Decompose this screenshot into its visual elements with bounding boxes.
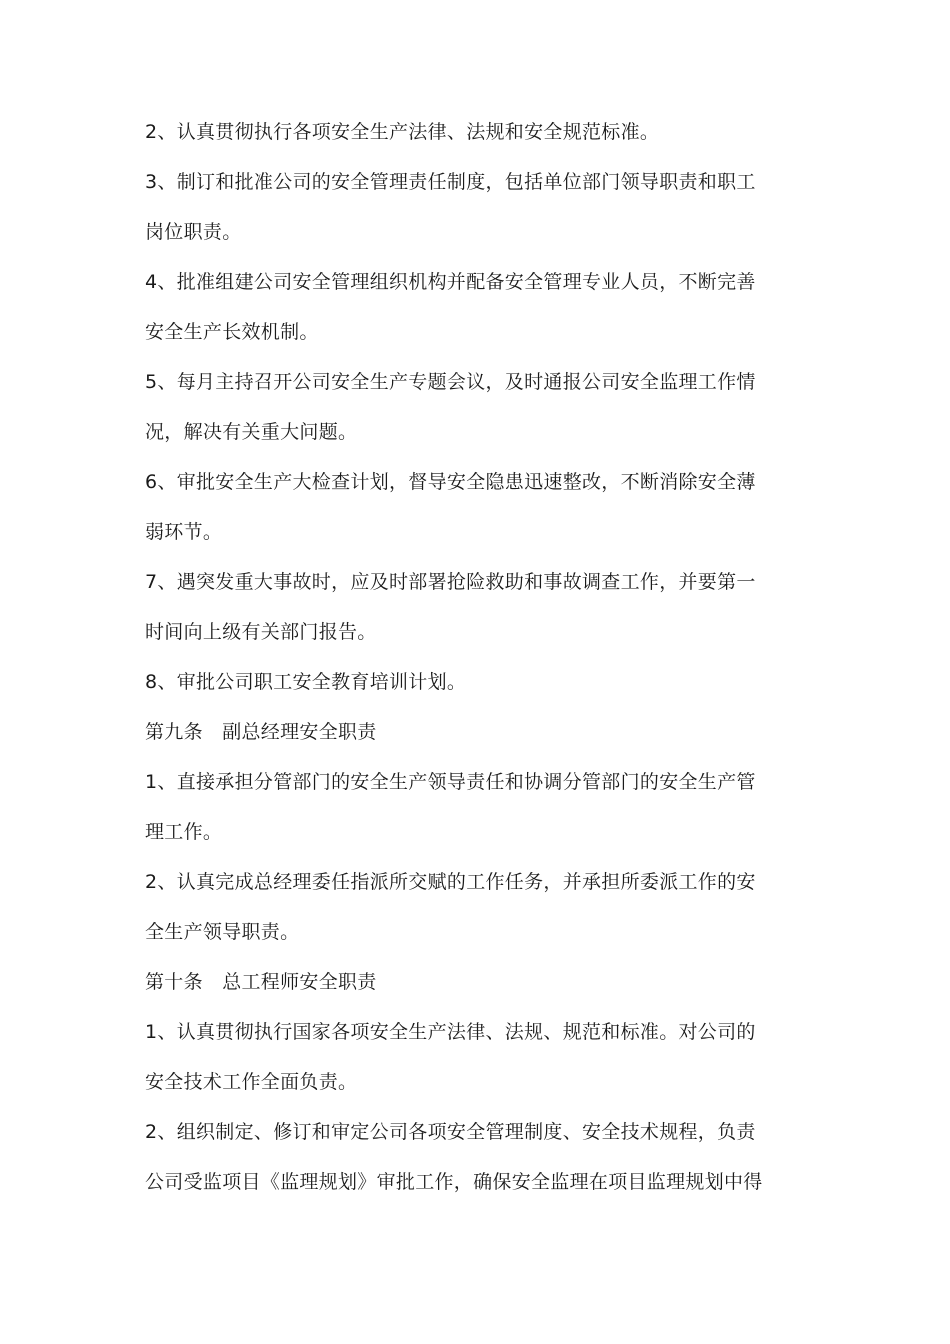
text-line: 7、遇突发重大事故时，应及时部署抢险救助和事故调查工作，并要第一 xyxy=(145,571,756,593)
text-line: 况，解决有关重大问题。 xyxy=(145,421,358,443)
text-line: 1、直接承担分管部门的安全生产领导责任和协调分管部门的安全生产管 xyxy=(145,771,756,793)
text-line: 安全生产长效机制。 xyxy=(145,321,319,343)
text-line: 理工作。 xyxy=(145,821,223,843)
text-line: 公司受监项目《监理规划》审批工作，确保安全监理在项目监理规划中得 xyxy=(145,1171,763,1193)
text-line: 4、批准组建公司安全管理组织机构并配备安全管理专业人员，不断完善 xyxy=(145,271,756,293)
text-line: 安全技术工作全面负责。 xyxy=(145,1071,358,1093)
text-line: 弱环节。 xyxy=(145,521,223,543)
text-line: 时间向上级有关部门报告。 xyxy=(145,621,377,643)
section-heading: 第十条 总工程师安全职责 xyxy=(145,971,377,993)
text-line: 6、审批安全生产大检查计划，督导安全隐患迅速整改，不断消除安全薄 xyxy=(145,471,756,493)
text-line: 2、认真贯彻执行各项安全生产法律、法规和安全规范标准。 xyxy=(145,121,660,143)
section-heading: 第九条 副总经理安全职责 xyxy=(145,721,377,743)
text-line: 5、每月主持召开公司安全生产专题会议，及时通报公司安全监理工作情 xyxy=(145,371,756,393)
text-line: 3、制订和批准公司的安全管理责任制度，包括单位部门领导职责和职工 xyxy=(145,171,756,193)
text-line: 1、认真贯彻执行国家各项安全生产法律、法规、规范和标准。对公司的 xyxy=(145,1021,756,1043)
text-line: 8、审批公司职工安全教育培训计划。 xyxy=(145,671,467,693)
text-line: 岗位职责。 xyxy=(145,221,242,243)
text-line: 2、组织制定、修订和审定公司各项安全管理制度、安全技术规程，负责 xyxy=(145,1121,756,1143)
text-line: 全生产领导职责。 xyxy=(145,921,300,943)
text-line: 2、认真完成总经理委任指派所交赋的工作任务，并承担所委派工作的安 xyxy=(145,871,756,893)
